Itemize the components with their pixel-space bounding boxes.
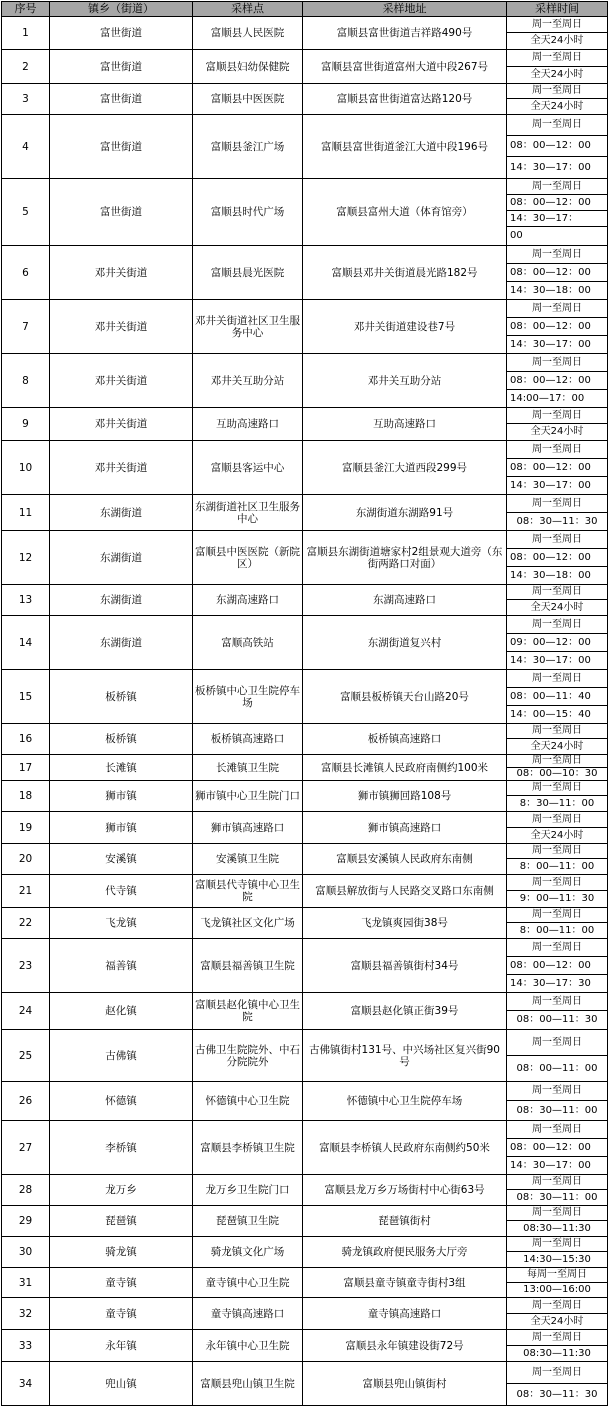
time-line: 08：00—12：00 (507, 264, 607, 282)
header-address: 采样地址 (303, 2, 507, 17)
cell-no: 5 (2, 179, 50, 246)
cell-site: 富顺县人民医院 (193, 17, 303, 50)
cell-time (507, 1030, 608, 1082)
time-line: 全天24小时 (530, 829, 584, 841)
cell-no: 11 (2, 495, 50, 531)
cell-site: 富顺县时代广场 (193, 179, 303, 246)
cell-address: 东湖街道东湖路91号 (303, 495, 507, 531)
header-row (2, 2, 608, 17)
cell-address: 富顺县富世街道吉祥路490号 (303, 17, 507, 50)
cell-town: 邓井关街道 (50, 246, 193, 300)
sampling-sites-table (1, 1, 608, 1406)
cell-town: 童寺镇 (50, 1268, 193, 1298)
table-row (2, 908, 608, 939)
cell-town: 板桥镇 (50, 670, 193, 724)
time-line: 周一至周日 (507, 844, 607, 859)
cell-time (507, 616, 608, 670)
cell-no: 12 (2, 531, 50, 585)
cell-site: 富顺县代寺镇中心卫生院 (193, 875, 303, 908)
cell-no: 16 (2, 724, 50, 755)
cell-address: 富顺县兜山镇街村 (303, 1362, 507, 1406)
time-line: 14：30—17：00 (510, 479, 591, 491)
cell-time (507, 246, 608, 300)
cell-no: 13 (2, 585, 50, 616)
cell-time (507, 300, 608, 354)
cell-site: 长滩镇卫生院 (193, 755, 303, 781)
time-line: 周一至周日 (507, 441, 607, 459)
cell-time (507, 408, 608, 441)
cell-no: 34 (2, 1362, 50, 1406)
cell-time (507, 781, 608, 812)
cell-address: 东湖高速路口 (303, 585, 507, 616)
table-row (2, 755, 608, 781)
cell-site: 飞龙镇社区文化广场 (193, 908, 303, 939)
cell-town: 骑龙镇 (50, 1237, 193, 1268)
time-line: 14：30—17：00 (510, 654, 591, 666)
cell-site: 板桥镇高速路口 (193, 724, 303, 755)
cell-site: 富顺县中医医院 (193, 84, 303, 115)
cell-time (507, 179, 608, 246)
time-line: 周一至周日 (507, 993, 607, 1011)
cell-no: 19 (2, 812, 50, 844)
cell-address: 富顺县富世街道富达路120号 (303, 84, 507, 115)
time-line: 08：00—12：00 (507, 372, 607, 390)
time-line: 00 (510, 230, 523, 241)
cell-town: 怀德镇 (50, 1082, 193, 1121)
table-row (2, 844, 608, 875)
table-row (2, 1206, 608, 1237)
cell-time (507, 354, 608, 408)
cell-time (507, 1237, 608, 1268)
table-row (2, 17, 608, 50)
cell-time (507, 1362, 608, 1406)
cell-town: 兜山镇 (50, 1362, 193, 1406)
cell-time (507, 531, 608, 585)
table-row (2, 939, 608, 993)
time-line: 周一至周日 (507, 408, 607, 424)
time-line: 14：30—18：00 (510, 284, 591, 296)
time-line: 周一至周日 (507, 1206, 607, 1221)
table-row (2, 724, 608, 755)
table-row (2, 1121, 608, 1175)
cell-site: 富顺县赵化镇中心卫生院 (193, 993, 303, 1030)
time-line: 周一至周日 (507, 17, 607, 33)
time-line: 周一至周日 (507, 531, 607, 549)
cell-address: 飞龙镇爽园街38号 (303, 908, 507, 939)
cell-time (507, 993, 608, 1030)
table-row (2, 1362, 608, 1406)
time-line: 周一至周日 (507, 84, 607, 99)
cell-site: 板桥镇中心卫生院停车场 (193, 670, 303, 724)
time-line: 周一至周日 (507, 812, 607, 828)
cell-no: 24 (2, 993, 50, 1030)
time-line: 08：30—11：00 (516, 1104, 598, 1116)
time-line: 周一至周日 (507, 354, 607, 372)
cell-time (507, 875, 608, 908)
cell-town: 富世街道 (50, 50, 193, 84)
cell-no: 26 (2, 1082, 50, 1121)
cell-address: 板桥镇高速路口 (303, 724, 507, 755)
cell-no: 30 (2, 1237, 50, 1268)
cell-site: 怀德镇中心卫生院 (193, 1082, 303, 1121)
cell-time (507, 1206, 608, 1237)
cell-time (507, 50, 608, 84)
cell-address: 邓井关街道建设巷7号 (303, 300, 507, 354)
cell-address: 富顺县福善镇街村34号 (303, 939, 507, 993)
time-line: 周一至周日 (507, 908, 607, 923)
cell-time (507, 585, 608, 616)
cell-address: 怀德镇中心卫生院停车场 (303, 1082, 507, 1121)
cell-address: 狮市镇狮回路108号 (303, 781, 507, 812)
time-line: 08:30—11:30 (523, 1222, 591, 1234)
time-line: 周一至周日 (507, 724, 607, 739)
table-row (2, 993, 608, 1030)
header-no: 序号 (2, 2, 50, 17)
cell-address: 富顺县邓井关街道晨光路182号 (303, 246, 507, 300)
time-line: 全天24小时 (530, 35, 584, 46)
cell-address: 富顺县赵化镇正街39号 (303, 993, 507, 1030)
cell-address: 富顺县富世街道富州大道中段267号 (303, 50, 507, 84)
time-line: 周一至周日 (507, 495, 607, 513)
time-line: 08：30—11：30 (516, 1388, 598, 1400)
cell-address: 富顺县永年镇建设街72号 (303, 1330, 507, 1362)
time-line: 14：30—17：30 (510, 977, 591, 989)
cell-town: 邓井关街道 (50, 300, 193, 354)
cell-address: 富顺县童寺镇童寺街村3组 (303, 1268, 507, 1298)
cell-site: 邓井关互助分站 (193, 354, 303, 408)
cell-address: 童寺镇高速路口 (303, 1298, 507, 1330)
time-line: 周一至周日 (507, 1362, 607, 1384)
time-line: 9：00—11：30 (519, 893, 595, 904)
cell-town: 长滩镇 (50, 755, 193, 781)
cell-address: 东湖街道复兴村 (303, 616, 507, 670)
cell-time (507, 908, 608, 939)
cell-site: 东湖高速路口 (193, 585, 303, 616)
time-line: 14：30—17：00 (510, 338, 591, 350)
cell-no: 28 (2, 1175, 50, 1206)
cell-no: 29 (2, 1206, 50, 1237)
time-line: 周一至周日 (507, 300, 607, 318)
cell-address: 富顺县釜江大道西段299号 (303, 441, 507, 495)
cell-site: 狮市镇高速路口 (193, 812, 303, 844)
time-line: 全天24小时 (530, 740, 584, 752)
cell-town: 东湖街道 (50, 531, 193, 585)
cell-no: 27 (2, 1121, 50, 1175)
cell-town: 东湖街道 (50, 585, 193, 616)
cell-town: 永年镇 (50, 1330, 193, 1362)
time-line: 周一至周日 (507, 1175, 607, 1190)
table-row (2, 354, 608, 408)
cell-town: 狮市镇 (50, 781, 193, 812)
cell-site: 富顺高铁站 (193, 616, 303, 670)
time-line: 全天24小时 (530, 69, 584, 80)
time-line: 周一至周日 (507, 875, 607, 891)
cell-no: 31 (2, 1268, 50, 1298)
cell-no: 15 (2, 670, 50, 724)
cell-no: 22 (2, 908, 50, 939)
time-line: 08：00—12：00 (507, 318, 607, 336)
cell-time (507, 495, 608, 531)
cell-time (507, 1175, 608, 1206)
cell-site: 富顺县釜江广场 (193, 115, 303, 179)
time-line: 08：30—11：30 (516, 515, 598, 527)
cell-site: 古佛卫生院院外、中石分院院外 (193, 1030, 303, 1082)
cell-town: 古佛镇 (50, 1030, 193, 1082)
cell-town: 琵琶镇 (50, 1206, 193, 1237)
time-line: 周一至周日 (507, 670, 607, 688)
cell-site: 童寺镇中心卫生院 (193, 1268, 303, 1298)
cell-no: 9 (2, 408, 50, 441)
table-row (2, 1030, 608, 1082)
cell-town: 富世街道 (50, 17, 193, 50)
time-line: 全天24小时 (530, 1315, 584, 1327)
table-row (2, 875, 608, 908)
time-line: 周一至周日 (507, 115, 607, 136)
cell-town: 东湖街道 (50, 616, 193, 670)
cell-site: 童寺镇高速路口 (193, 1298, 303, 1330)
table-row (2, 585, 608, 616)
time-line: 周一至周日 (507, 1330, 607, 1346)
time-line: 08:30—11:30 (523, 1347, 591, 1359)
table-row (2, 115, 608, 179)
time-line: 8：00—11：00 (519, 860, 595, 872)
cell-town: 飞龙镇 (50, 908, 193, 939)
cell-site: 东湖街道社区卫生服务中心 (193, 495, 303, 531)
time-line: 周一至周日 (507, 939, 607, 957)
cell-site: 富顺县晨光医院 (193, 246, 303, 300)
cell-town: 安溪镇 (50, 844, 193, 875)
cell-site: 富顺县兜山镇卫生院 (193, 1362, 303, 1406)
cell-time (507, 939, 608, 993)
cell-town: 李桥镇 (50, 1121, 193, 1175)
time-line: 08：00—12：00 (507, 957, 607, 975)
cell-address: 富顺县富州大道（体育馆旁） (303, 179, 507, 246)
header-site: 采样点 (193, 2, 303, 17)
cell-site: 富顺县妇幼保健院 (193, 50, 303, 84)
cell-site: 富顺县客运中心 (193, 441, 303, 495)
cell-time (507, 17, 608, 50)
table-row (2, 1330, 608, 1362)
time-line: 09：00—12：00 (507, 634, 607, 652)
cell-town: 东湖街道 (50, 495, 193, 531)
table-row (2, 300, 608, 354)
cell-time (507, 755, 608, 781)
table-row (2, 1175, 608, 1206)
cell-address: 邓井关互助分站 (303, 354, 507, 408)
time-line: 全天24小时 (530, 601, 584, 613)
time-line: 8：00—11：00 (519, 924, 595, 936)
cell-site: 富顺县李桥镇卫生院 (193, 1121, 303, 1175)
table-row (2, 670, 608, 724)
time-line: 周一至周日 (507, 1030, 607, 1056)
cell-no: 7 (2, 300, 50, 354)
cell-time (507, 1298, 608, 1330)
time-line: 14：30—17： (507, 211, 607, 227)
cell-address: 狮市镇高速路口 (303, 812, 507, 844)
time-line: 08：00—12：00 (507, 549, 607, 567)
cell-no: 18 (2, 781, 50, 812)
time-line: 14：00—15：40 (510, 708, 591, 720)
cell-town: 代寺镇 (50, 875, 193, 908)
cell-address: 富顺县解放街与人民路交叉路口东南侧 (303, 875, 507, 908)
cell-site: 安溪镇卫生院 (193, 844, 303, 875)
time-line: 08：00—11：00 (516, 1062, 598, 1074)
header-town: 镇乡（街道） (50, 2, 193, 17)
cell-site: 永年镇中心卫生院 (193, 1330, 303, 1362)
cell-address: 富顺县安溪镇人民政府东南侧 (303, 844, 507, 875)
time-line: 周一至周日 (507, 585, 607, 600)
cell-town: 邓井关街道 (50, 354, 193, 408)
cell-time (507, 1121, 608, 1175)
cell-address: 骑龙镇政府便民服务大厅旁 (303, 1237, 507, 1268)
cell-address: 富顺县富世街道釜江大道中段196号 (303, 115, 507, 179)
cell-site: 狮市镇中心卫生院门口 (193, 781, 303, 812)
time-line: 14：30—17：00 (510, 1159, 591, 1171)
table-row (2, 84, 608, 115)
cell-no: 2 (2, 50, 50, 84)
cell-address: 富顺县李桥镇人民政府东南侧约50米 (303, 1121, 507, 1175)
time-line: 08：00—10：30 (516, 768, 598, 779)
cell-no: 14 (2, 616, 50, 670)
table-row (2, 246, 608, 300)
cell-address: 富顺县长滩镇人民政府南侧约100米 (303, 755, 507, 781)
cell-no: 25 (2, 1030, 50, 1082)
cell-no: 8 (2, 354, 50, 408)
cell-town: 板桥镇 (50, 724, 193, 755)
time-line: 周一至周日 (507, 1082, 607, 1101)
time-line: 14：30—17：00 (510, 161, 591, 173)
cell-no: 4 (2, 115, 50, 179)
table-row (2, 781, 608, 812)
time-line: 8：30—11：00 (519, 797, 595, 809)
cell-address: 互助高速路口 (303, 408, 507, 441)
cell-time (507, 1330, 608, 1362)
time-line: 13:00—16:00 (523, 1284, 591, 1295)
time-line: 周一至周日 (507, 179, 607, 195)
cell-time (507, 844, 608, 875)
cell-no: 3 (2, 84, 50, 115)
cell-site: 邓井关街道社区卫生服务中心 (193, 300, 303, 354)
cell-no: 1 (2, 17, 50, 50)
cell-site: 富顺县福善镇卫生院 (193, 939, 303, 993)
cell-town: 富世街道 (50, 115, 193, 179)
cell-site: 富顺县中医医院（新院区） (193, 531, 303, 585)
cell-address: 富顺县板桥镇天台山路20号 (303, 670, 507, 724)
cell-town: 邓井关街道 (50, 408, 193, 441)
table-row (2, 495, 608, 531)
time-line: 周一至周日 (507, 616, 607, 634)
time-line: 08：00—11：40 (507, 688, 607, 706)
cell-town: 福善镇 (50, 939, 193, 993)
table-row (2, 441, 608, 495)
time-line: 08：00—12：00 (507, 136, 607, 157)
cell-time (507, 441, 608, 495)
time-line: 周一至周日 (507, 1298, 607, 1314)
time-line: 周一至周日 (507, 781, 607, 796)
time-line: 14：30—18：00 (510, 569, 591, 581)
cell-site: 龙万乡卫生院门口 (193, 1175, 303, 1206)
cell-town: 龙万乡 (50, 1175, 193, 1206)
cell-address: 富顺县东湖街道塘家村2组景观大道旁（东街两路口对面） (303, 531, 507, 585)
time-line: 全天24小时 (530, 100, 584, 112)
cell-no: 23 (2, 939, 50, 993)
cell-time (507, 1082, 608, 1121)
time-line: 周一至周日 (507, 1237, 607, 1252)
cell-town: 童寺镇 (50, 1298, 193, 1330)
cell-town: 赵化镇 (50, 993, 193, 1030)
cell-time (507, 1268, 608, 1298)
cell-time (507, 724, 608, 755)
table-row (2, 50, 608, 84)
cell-no: 10 (2, 441, 50, 495)
table-row (2, 812, 608, 844)
table-row (2, 1268, 608, 1298)
cell-no: 33 (2, 1330, 50, 1362)
cell-time (507, 812, 608, 844)
cell-no: 32 (2, 1298, 50, 1330)
table-row (2, 1237, 608, 1268)
table-row (2, 1082, 608, 1121)
table-row (2, 1298, 608, 1330)
time-line: 08：30—11：00 (516, 1191, 598, 1203)
table-row (2, 531, 608, 585)
table-row (2, 616, 608, 670)
cell-address: 琵琶镇街村 (303, 1206, 507, 1237)
time-line: 每周一至周日 (507, 1268, 607, 1283)
time-line: 周一至周日 (507, 246, 607, 264)
cell-no: 6 (2, 246, 50, 300)
cell-time (507, 115, 608, 179)
cell-town: 富世街道 (50, 84, 193, 115)
cell-town: 狮市镇 (50, 812, 193, 844)
cell-site: 琵琶镇卫生院 (193, 1206, 303, 1237)
cell-address: 富顺县龙万乡万场街村中心街63号 (303, 1175, 507, 1206)
time-line: 08：00—11：30 (516, 1014, 598, 1025)
cell-town: 邓井关街道 (50, 441, 193, 495)
cell-no: 17 (2, 755, 50, 781)
cell-site: 互助高速路口 (193, 408, 303, 441)
time-line: 周一至周日 (507, 755, 607, 768)
cell-no: 20 (2, 844, 50, 875)
time-line: 周一至周日 (507, 1121, 607, 1139)
cell-no: 21 (2, 875, 50, 908)
time-line: 08：00—12：00 (507, 195, 607, 211)
time-line: 14:00—17：00 (510, 392, 585, 404)
cell-time (507, 670, 608, 724)
time-line: 08：00—12：00 (507, 1139, 607, 1157)
cell-town: 富世街道 (50, 179, 193, 246)
time-line: 08：00—12：00 (507, 459, 607, 477)
cell-site: 骑龙镇文化广场 (193, 1237, 303, 1268)
cell-time (507, 84, 608, 115)
table-row (2, 179, 608, 246)
time-line: 全天24小时 (530, 426, 584, 437)
cell-address: 古佛镇街村131号、中兴场社区复兴街90号 (303, 1030, 507, 1082)
table-row (2, 408, 608, 441)
time-line: 14:30—15:30 (523, 1253, 591, 1265)
time-line: 周一至周日 (507, 50, 607, 67)
header-time: 采样时间 (507, 2, 608, 17)
